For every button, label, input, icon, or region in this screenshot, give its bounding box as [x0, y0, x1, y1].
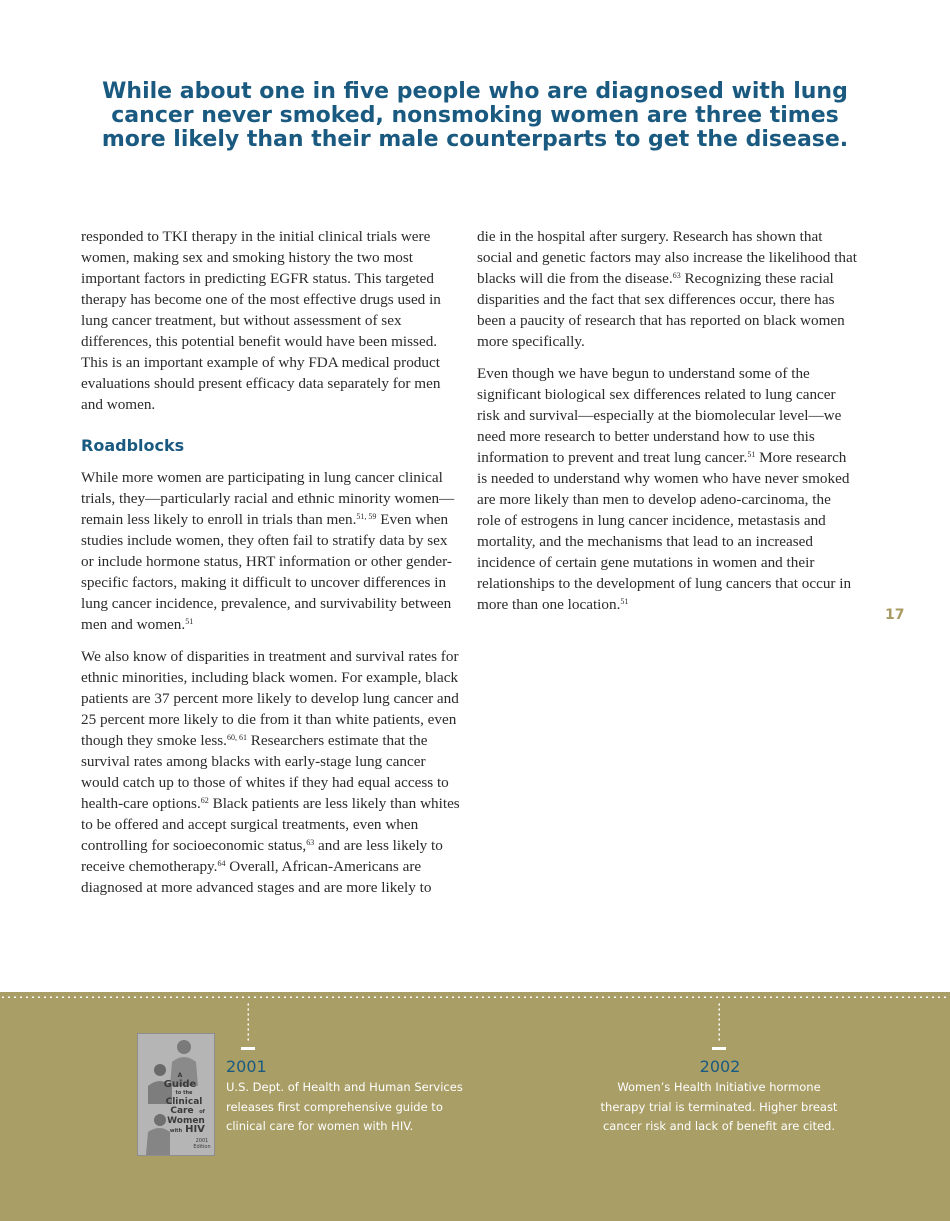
citation: 51: [747, 450, 756, 459]
cover-edition-year: 2001: [195, 1138, 209, 1144]
paragraph: Even though we have begun to understand some of the significant biological sex differences related to lung cancer risk and survival—especially at the biomolecular level—we need more research to better understand how to use this information to prevent and treat lung cancer.$^{51}$ More research is needed to understand why women who have never smoked are more likely than men to develop adeno-carcinoma, the role of estrogens in lung cancer incidence, metastasis and mortality, and the mechanisms that lead to an increased incidence of certain gene mutations in women and their relationships to the development of lung cancers that occur in more than one location.$^{51}$: [477, 365, 852, 613]
paragraph: responded to TKI therapy in the initial clinical trials were women, making sex and smoking history the two most important factors in predicting EGFR status. This targeted therapy has become one of the most effective drugs used in lung cancer treatment, but without assessment of sex differences, this potential benefit would have been missed. This is an important example of why FDA medical product evaluations should present efficacy data separately for men and women.: [81, 228, 441, 413]
cover-title-word: Women: [167, 1116, 205, 1126]
citation: 51: [185, 617, 194, 626]
timeline-band: [0, 992, 950, 1221]
timeline-marker-foot: [712, 1047, 726, 1050]
timeline-year: 2001: [226, 1057, 267, 1076]
citation: 51, 59: [356, 512, 377, 521]
paragraph: We also know of disparities in treatment and survival rates for ethnic minorities, including black women. For example, black patients are 37 percent more likely to develop lung cancer and 25 percent more likely to die from it than white patients, even though they smoke less.$^{60, 61}$ Researchers estimate that the survival rates among blacks with early-stage lung cancer would catch up to those of whites if they had equal access to health-care options.$^{62}$ Black patients are less likely than whites to be offered and accept surgical treatments, even when controlling for socioeconomic status,$^{63}$ and are less likely to receive chemotherapy.$^{64}$ Overall, African-Americans are diagnosed at more advanced stages and are more likely to: [81, 648, 460, 896]
page-number: 17: [885, 607, 905, 623]
cover-title-word: Guide: [163, 1079, 197, 1090]
timeline-dotted-line: [0, 996, 950, 998]
cover-title-word: to the: [175, 1090, 193, 1096]
timeline-marker-2001: [247, 1002, 249, 1042]
timeline-marker-2002: [718, 1002, 720, 1042]
cover-title-word: with: [169, 1128, 183, 1134]
section-heading-roadblocks: Roadblocks: [81, 436, 185, 455]
citation: 63: [306, 838, 315, 847]
citation: 64: [217, 859, 226, 868]
cover-title-word: Clinical: [165, 1097, 203, 1107]
timeline-marker-foot: [241, 1047, 255, 1050]
timeline-event-text: U.S. Dept. of Health and Human Services releases first comprehensive guide to clinical care for women with HIV.: [226, 1080, 463, 1133]
cover-title-word: A: [177, 1072, 183, 1079]
cover-title-word: HIV: [185, 1124, 205, 1135]
cover-edition-label: Edition: [193, 1144, 211, 1150]
citation: 62: [200, 796, 209, 805]
left-column: [81, 226, 461, 909]
pull-quote: While about one in five people who are diagnosed with lung cancer never smoked, nonsmoking women are three times more likely than their male counterparts to get the disease.: [101, 79, 849, 152]
right-column: [477, 226, 857, 626]
timeline-event-text: Women’s Health Initiative hormone therapy trial is terminated. Higher breast cancer risk and lack of benefit are cited.: [600, 1080, 838, 1133]
cover-figure-head-icon: [177, 1040, 191, 1054]
cover-title-word: Care: [170, 1106, 194, 1116]
cover-title-word: of: [199, 1109, 205, 1115]
paragraph: While more women are participating in lung cancer clinical trials, they—particularly racial and ethnic minority women—remain less likely to enroll in trials than men.$^{51, 59}$ Even when studies include women, they often fail to stratify data by sex or include hormone status, HRT information or other gender-specific factors, making it difficult to uncover differences in lung cancer incidence, prevalence, and survivability between men and women.$^{51}$: [81, 469, 455, 633]
citation: 60, 61: [226, 733, 247, 742]
citation: 63: [672, 271, 681, 280]
citation: 51: [620, 597, 629, 606]
timeline-year: 2002: [699, 1057, 741, 1076]
paragraph: die in the hospital after surgery. Research has shown that social and genetic factors may also increase the likelihood that blacks will die from the disease.$^{63}$ Recognizing these racial disparities and the fact that sex differences occur, there has been a paucity of research that has reported on black women more specifically.: [477, 228, 857, 350]
hiv-guide-book-cover: [137, 1033, 215, 1156]
